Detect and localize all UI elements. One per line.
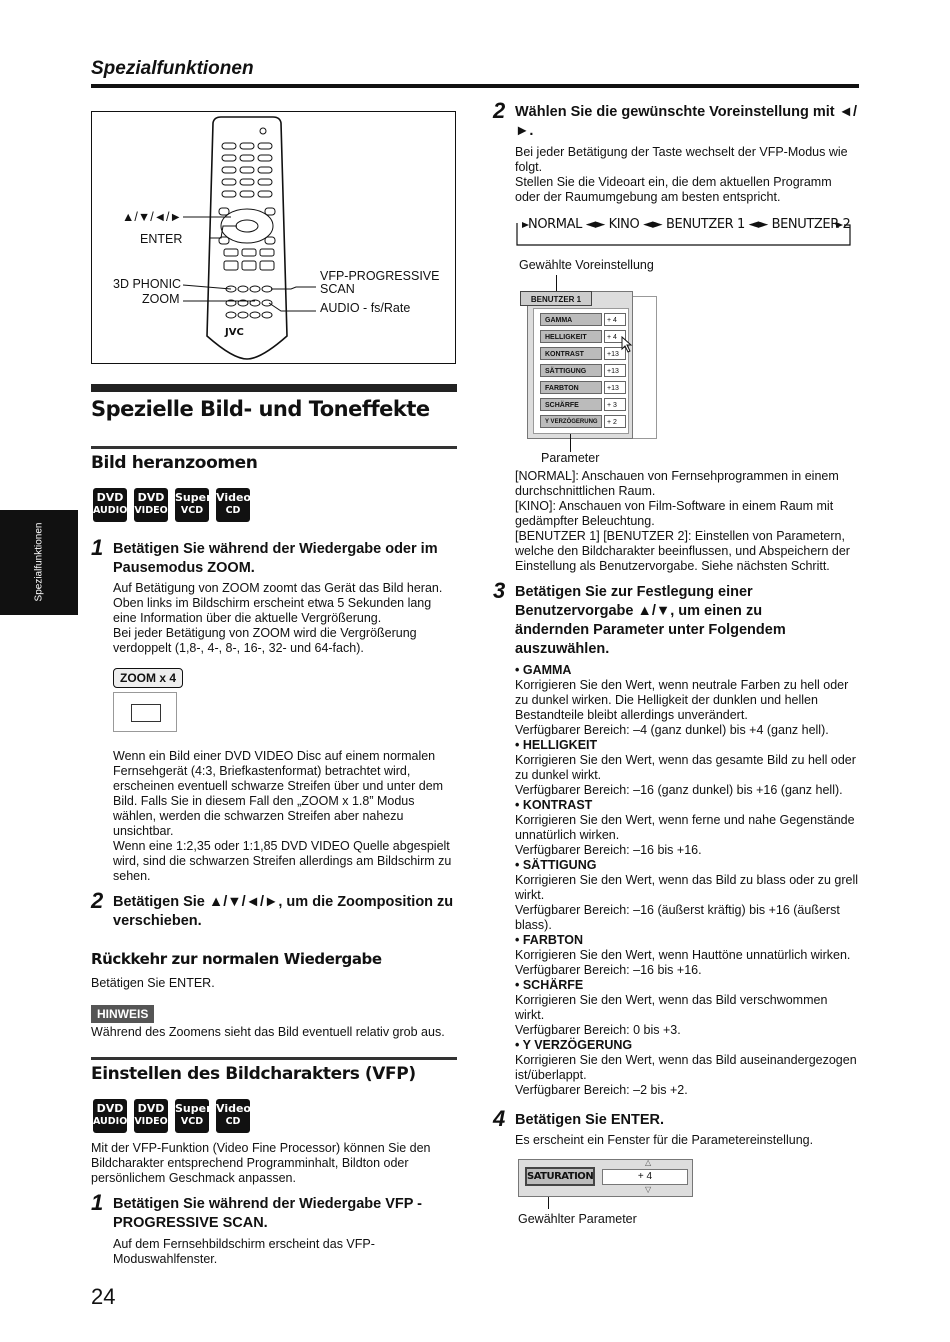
step-body: Es erscheint ein Fenster für die Parametereinstellung. [515,1133,814,1147]
mode-kino: KINO [608,217,640,232]
param-value: + 4 [604,313,626,326]
param-desc-helligkeit: • HELLIGKEIT Korrigieren Sie den Wert, wenn das gesamte Bild zu hell oder zu dunkel wirkt. Verfügbarer Bereich: –16 (ganz dunkel) bis +16 (ganz hell). [515,738,856,797]
modes-description: [NORMAL]: Anschauen von Fernsehprogrammen in einem durchschnittlichen Raum. [KINO]: Anschauen von Film-Software in einem Raum mit gedämpfter Beleuchtung. [BENUTZER 1] [BENUTZER 2]: Einstellen von Parametern, welche den Bildcharakter beeinflussen, und Abspeichern der Einstellung als Benutzervorgabe. Siehe nächsten Schritt. [515,469,850,573]
vfp-panel-side [633,296,657,439]
return-title: Rückkehr zur normalen Wiedergabe [91,950,382,968]
step-body: Bei jeder Betätigung der Taste wechselt der VFP-Modus wie folgt. Stellen Sie die Videoart ein, die dem aktuellen Programm oder der Raumumgebung am besten entspricht. [515,145,848,204]
remote-brand-logo: JVC [225,327,244,338]
bidirectional-arrow-icon: ◄► [643,217,663,232]
video-cd-logo: Video CD [216,1099,250,1133]
super-vcd-logo: Super VCD [175,1099,209,1133]
page-number: 24 [91,1284,116,1309]
selected-parameter-caption: Gewählter Parameter [518,1212,637,1226]
param-row-gamma[interactable]: GAMMA [540,313,602,326]
param-value: + 3 [604,398,626,411]
mode-normal: NORMAL [528,217,582,232]
step-title: Betätigen Sie während der Wiedergabe VFP - PROGRESSIVE SCAN. [113,1196,423,1231]
param-desc-kontrast: • KONTRAST Korrigieren Sie den Wert, wenn ferne und nahe Gegenstände unnatürlich wirken. Verfügbarer Bereich: –16 bis +16. [515,798,855,857]
disc-logos-vfp [93,1099,250,1133]
dvd-video-logo: DVD VIDEO [134,488,168,522]
param-row-saettigung[interactable]: SÄTTIGUNG [540,364,602,377]
step-title: Betätigen Sie ENTER. [515,1112,665,1128]
param-desc-schaerfe: • SCHÄRFE Korrigieren Sie den Wert, wenn das Bild verschwommen wirkt. Verfügbarer Bereich: 0 bis +3. [515,978,828,1037]
param-row-farbton[interactable]: FARBTON [540,381,602,394]
param-value: +13 [604,347,626,360]
mode-benutzer-2: BENUTZER 2 [771,217,851,232]
step-number: 2 [493,98,506,123]
vfp-sequence [528,217,850,232]
caption-leader [548,1197,549,1209]
mode-benutzer-1: BENUTZER 1 [666,217,745,232]
section-title: Spezielle Bild- und Toneffekte [91,397,430,421]
saturation-value: + 4 [602,1169,688,1185]
step-body: Auf Betätigung von ZOOM zoomt das Gerät das Bild heran. Oben links im Bildschirm erscheint etwa 5 Sekunden lang eine Information über die aktuelle Vergrößerung. Bei jeder Betätigung von ZOOM wird die Vergrößerung verdoppelt (1,8-, 4-, 8-, 16-, 32- und 64-fach). [113,581,443,655]
remote-label-vfp: VFP-PROGRESSIVE SCAN [320,269,440,296]
param-row-kontrast[interactable]: KONTRAST [540,347,602,360]
subsection-rule-vfp [91,1057,457,1060]
step-title: Betätigen Sie zur Festlegung einer Benutzervorgabe ▲/▼, um einen zu ändernden Parameter unter Folgendem auszuwählen. [515,584,786,657]
vfp-intro: Mit der VFP-Funktion (Video Fine Processor) können Sie den Bildcharakter entsprechend Programminhalt, Bildton oder persönlichem Geschmack anpassen. [91,1141,431,1185]
remote-label-enter: ENTER [140,232,183,246]
param-row-schaerfe[interactable]: SCHÄRFE [540,398,602,411]
param-row-y-verzoegerung[interactable]: Y VERZÖGERUNG [540,415,602,428]
bidirectional-arrow-icon: ◄► [585,217,605,232]
step-title: Wählen Sie die gewünschte Voreinstellung mit ◄/►. [515,104,857,139]
param-row-helligkeit[interactable]: HELLIGKEIT [540,330,602,343]
zoom-badge: ZOOM x 4 [113,668,183,688]
hinweis-label: HINWEIS [91,1005,154,1023]
caption-leader [570,434,571,452]
remote-label-3d-phonic: 3D PHONIC [113,277,182,291]
param-value: + 2 [604,415,626,428]
super-vcd-logo: Super VCD [175,488,209,522]
dvd-audio-logo: DVD AUDIO [93,1099,127,1133]
step-title: Betätigen Sie während der Wiedergabe oder im Pausemodus ZOOM. [113,541,438,576]
step-body: Auf dem Fernsehbildschirm erscheint das VFP-Moduswahlfenster. [113,1237,375,1266]
param-desc-y-verzoegerung: • Y VERZÖGERUNG Korrigieren Sie den Wert, wenn das Bild auseinandergezogen ist/überlappt. Verfügbarer Bereich: –2 bis +2. [515,1038,857,1097]
zoom-screen-illustration [113,692,177,732]
param-desc-farbton: • FARBTON Korrigieren Sie den Wert, wenn Hauttöne unnatürlich wirken. Verfügbarer Bereich: –16 bis +16. [515,933,851,977]
param-desc-saettigung: • SÄTTIGUNG Korrigieren Sie den Wert, wenn das Bild zu blass oder zu grell wirkt. Verfügbarer Bereich: –16 (äußerst kräftig) bis +16 (äußerst blass). [515,858,858,932]
param-value: +13 [604,364,626,377]
bidirectional-arrow-icon: ◄► [748,217,768,232]
up-arrow-icon: △ [645,1158,652,1167]
step-number: 4 [493,1106,506,1131]
saturation-label: SATURATION [525,1167,595,1186]
subsection-title-vfp: Einstellen des Bildcharakters (VFP) [91,1064,416,1084]
subsection-title-zoom: Bild heranzoomen [91,453,258,473]
step-number: 2 [91,888,104,913]
hinweis-body: Während des Zoomens sieht das Bild eventuell relativ grob aus. [91,1025,445,1039]
dvd-video-logo: DVD VIDEO [134,1099,168,1133]
remote-label-arrows: ▲/▼/◄/► [122,210,182,224]
parameter-descriptions [515,663,860,1098]
parameter-caption: Parameter [541,451,600,465]
down-arrow-icon: ▽ [645,1185,652,1194]
disc-logos-zoom [93,488,250,522]
step-title: Betätigen Sie ▲/▼/◄/►, um die Zoomposition zu verschieben. [113,894,454,929]
header-rule [91,84,859,88]
selected-preset-caption: Gewählte Voreinstellung [519,258,654,272]
remote-label-zoom: ZOOM [142,292,180,306]
section-rule [91,384,457,392]
param-value: + 4 [604,330,626,343]
remote-label-audio: AUDIO - fs/Rate [320,301,411,315]
return-body: Betätigen Sie ENTER. [91,976,215,990]
side-tab [0,510,78,615]
param-desc-gamma: • GAMMA Korrigieren Sie den Wert, wenn neutrale Farben zu hell oder zu dunkel wirken. Die Helligkeit der dunklen und hellen Bestandteile bleibt allerdings unverändert. Verfügbarer Bereich: –4 (ganz dunkel) bis +4 (ganz hell). [515,663,849,737]
side-tab-label: Spezialfunktionen [33,522,45,602]
step-number: 1 [91,1190,104,1215]
caption-leader [556,275,557,292]
page-header-title: Spezialfunktionen [91,58,254,79]
dvd-audio-logo: DVD AUDIO [93,488,127,522]
param-value: +13 [604,381,626,394]
cursor-icon [620,336,636,354]
step-number: 1 [91,535,104,560]
video-cd-logo: Video CD [216,488,250,522]
vfp-panel-title: BENUTZER 1 [520,291,592,306]
zoom-note-body: Wenn ein Bild einer DVD VIDEO Disc auf einem normalen Fernsehgerät (4:3, Briefkastenformat) betrachtet wird, erscheinen eventuell schwarze Streifen über und unter dem Bild. Falls Sie in diesem Fall den „ZOOM x 1.8” Modus wählen, werden die schwarzen Streifen aber nahezu unsichtbar. Wenn eine 1:2,35 oder 1:1,85 DVD VIDEO Quelle abgespielt wird, sind die schwarzen Streifen allerdings am Bildschirm zu sehen. [113,749,452,883]
step-number: 3 [493,578,506,603]
subsection-rule-zoom [91,446,457,449]
